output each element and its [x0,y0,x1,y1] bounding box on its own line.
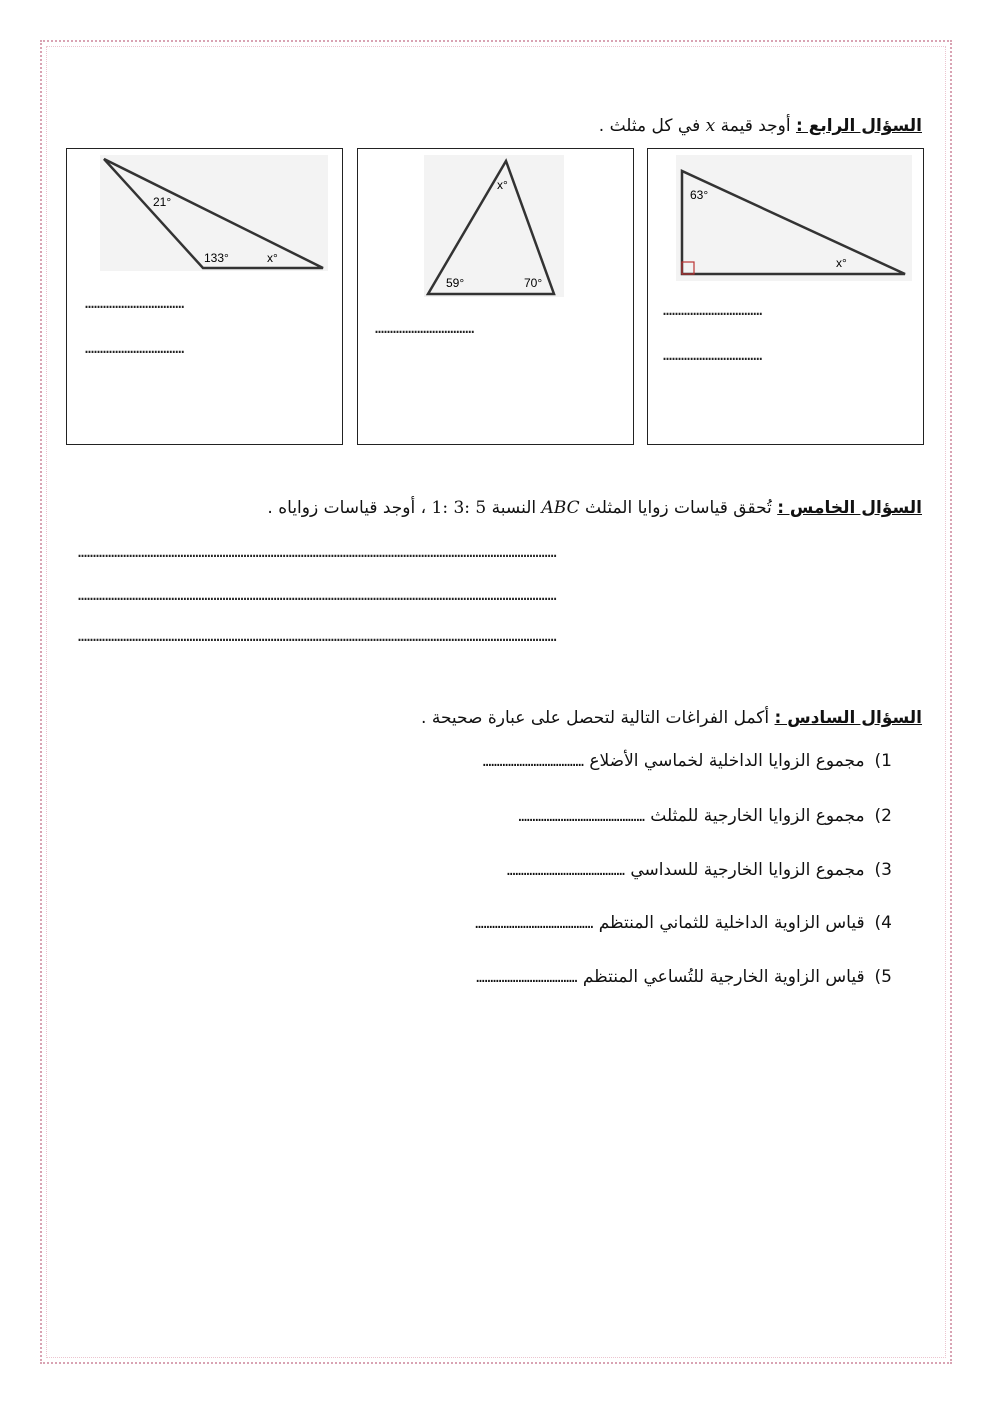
triangle-box-1 [647,148,924,445]
q4-text-before: أوجد قيمة [715,116,796,136]
item-blank[interactable]: ……………………………… [482,754,584,770]
triangle-2-angle-70: 70° [524,276,543,290]
item-blank[interactable]: …………………………………… [475,916,594,932]
q5-variable: ABC [541,498,580,518]
triangle-box-2 [357,148,634,445]
q6-item-2 [518,806,892,826]
answer-line[interactable]: …………………………… [85,294,185,312]
item-text: قياس الزاوية الخارجية للتُساعي المنتظم [577,967,865,987]
answer-line[interactable]: …………………………… [375,319,475,337]
triangle-3-angle-x: x° [267,251,278,265]
triangle-3-angle-21: 21° [153,195,172,209]
q6-item-1 [483,751,892,771]
q5-title: السؤال الخامس : [777,498,922,518]
item-text: مجموع الزوايا الخارجية للسداسي [624,860,865,880]
answer-line-long[interactable]: …………………………………………………………………………………………………………………………………………… [78,543,557,561]
q6-text: أكمل الفراغات التالية لتحصل على عبارة صحيحة . [421,708,775,728]
q6-item-5 [476,967,892,987]
q5-text-end: ، أوجد قياسات زواياه . [267,498,432,518]
q6-title: السؤال السادس : [774,708,922,728]
item-blank[interactable]: ……………………………… [476,970,578,986]
item-number: 3) [874,860,892,880]
item-text: مجموع الزوايا الخارجية للمثلث [644,806,865,826]
q5-ratio: 1: 3: 5 [431,498,487,518]
answer-line-long[interactable]: …………………………………………………………………………………………………………………………………………… [78,627,557,645]
triangle-3-angle-133: 133° [204,251,229,265]
triangle-2-angle-x: x° [497,178,508,192]
triangle-box-3 [66,148,343,445]
triangle-2-background [424,155,564,297]
q6-item-3 [507,860,892,880]
q6-item-4 [475,913,892,933]
item-number: 5) [874,967,892,987]
q5-ratio-word: النسبة [486,498,542,518]
answer-line[interactable]: …………………………… [663,301,763,319]
q5-text: تُحقق قياسات زوايا المثلث [579,498,778,518]
triangle-2-angle-59: 59° [446,276,465,290]
q4-text-after: في كل مثلث . [598,116,706,136]
answer-line[interactable]: …………………………… [85,339,185,357]
q5-heading [267,498,922,518]
item-blank[interactable]: ……………………………………… [518,809,645,825]
item-text: مجموع الزوايا الداخلية لخماسي الأضلاع [583,751,865,771]
q4-title: السؤال الرابع : [796,116,922,136]
answer-line[interactable]: …………………………… [663,346,763,364]
triangle-1-angle-63: 63° [690,188,709,202]
item-number: 4) [874,913,892,933]
triangle-2-figure [358,149,635,446]
triangle-1-figure [648,149,925,446]
q6-heading [421,708,922,728]
item-blank[interactable]: …………………………………… [506,863,625,879]
item-number: 1) [874,751,892,771]
answer-line-long[interactable]: …………………………………………………………………………………………………………………………………………… [78,586,557,604]
triangle-1-angle-x: x° [836,256,847,270]
q4-heading [599,116,922,136]
item-number: 2) [874,806,892,826]
item-text: قياس الزاوية الداخلية للثماني المنتظم [593,913,865,933]
q4-variable: x [705,116,716,136]
